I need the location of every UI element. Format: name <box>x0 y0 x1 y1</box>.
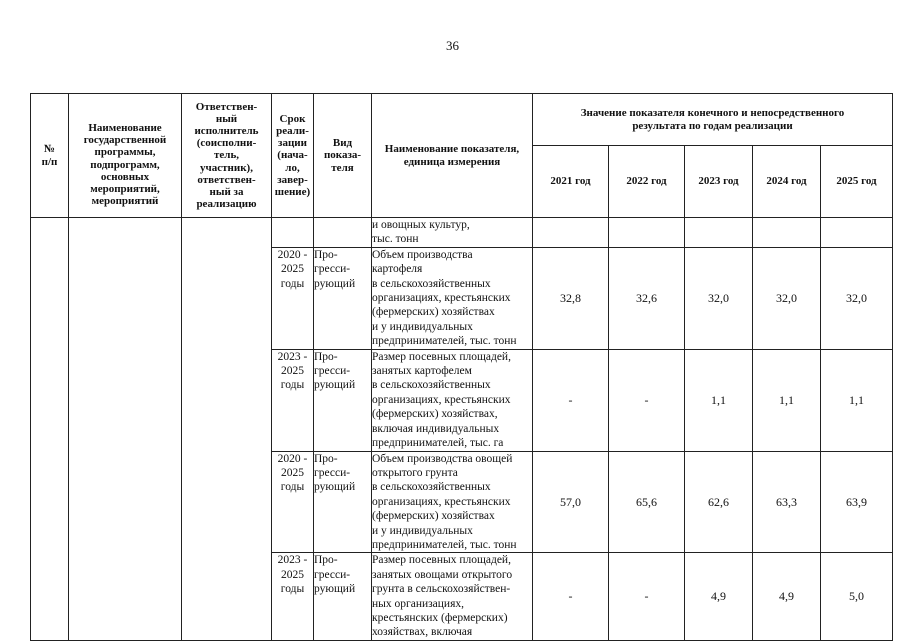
cell-value-2024: 63,3 <box>753 451 821 553</box>
cell-value-2025: 5,0 <box>821 553 893 640</box>
header-term: Срок реали- зации (нача- ло, завер- шение) <box>272 94 314 218</box>
header-program-name: Наименование государственной программы, подпрограмм, основных мероприятий, мероприятий <box>69 94 182 218</box>
cell-term: 2023 - 2025 годы <box>272 553 314 640</box>
cell-value-2024: 1,1 <box>753 349 821 451</box>
cell-value-2023: 4,9 <box>685 553 753 640</box>
cell-program-merged <box>69 218 182 641</box>
header-indicator-name: Наименование показателя, единица измерения <box>372 94 533 218</box>
cell-value <box>821 218 893 248</box>
header-number: № п/п <box>31 94 69 218</box>
header-year-2023: 2023 год <box>685 146 753 218</box>
cell-value-2023: 32,0 <box>685 247 753 349</box>
header-year-2025: 2025 год <box>821 146 893 218</box>
cell-indicator: Объем производства овощей открытого грунта в сельскохозяйственных организациях, крестьянских (фермерских) хозяйствах и у индивидуальных предпринимателей, тыс. тонн <box>372 451 533 553</box>
page-number: 36 <box>446 38 459 53</box>
cell-type: Про- гресси- рующий <box>314 349 372 451</box>
cell-value-2024: 32,0 <box>753 247 821 349</box>
header-executor: Ответствен- ный исполнитель (соисполни- тель, участник), ответствен- ный за реализацию <box>182 94 272 218</box>
cell-value-2023: 1,1 <box>685 349 753 451</box>
indicators-table <box>30 93 893 641</box>
cell-term: 2023 - 2025 годы <box>272 349 314 451</box>
cell-indicator-continuation: и овощных культур, тыс. тонн <box>372 218 533 248</box>
header-indicator-type: Вид показа- теля <box>314 94 372 218</box>
cell-type: Про- гресси- рующий <box>314 553 372 640</box>
header-year-2024: 2024 год <box>753 146 821 218</box>
cell-term: 2020 - 2025 годы <box>272 247 314 349</box>
cell-type: Про- гресси- рующий <box>314 247 372 349</box>
cell-value <box>685 218 753 248</box>
cell-value-2021: - <box>533 553 609 640</box>
cell-value-2022: - <box>609 349 685 451</box>
cell-value-2022: 65,6 <box>609 451 685 553</box>
cell-value-2021: 57,0 <box>533 451 609 553</box>
cell-value-2024: 4,9 <box>753 553 821 640</box>
cell-indicator: Размер посевных площадей, занятых овощами открытого грунта в сельскохозяйствен- ных организациях, крестьянских (фермерских) хозяйствах, включая <box>372 553 533 640</box>
cell-value-2021: 32,8 <box>533 247 609 349</box>
cell-value-2025: 1,1 <box>821 349 893 451</box>
cell-type: Про- гресси- рующий <box>314 451 372 553</box>
cell-term: 2020 - 2025 годы <box>272 451 314 553</box>
cell-value <box>533 218 609 248</box>
cell-term <box>272 218 314 248</box>
cell-value-2021: - <box>533 349 609 451</box>
header-year-2021: 2021 год <box>533 146 609 218</box>
cell-indicator: Объем производства картофеля в сельскохозяйственных организациях, крестьянских (фермерских) хозяйствах и у индивидуальных предпринимателей, тыс. тонн <box>372 247 533 349</box>
header-year-2022: 2022 год <box>609 146 685 218</box>
cell-value <box>609 218 685 248</box>
cell-value-2025: 32,0 <box>821 247 893 349</box>
cell-indicator: Размер посевных площадей, занятых картофелем в сельскохозяйственных организациях, крестьянских (фермерских) хозяйствах, включая индивидуальных предпринимателей, тыс. га <box>372 349 533 451</box>
cell-value-2022: 32,6 <box>609 247 685 349</box>
header-values-group: Значение показателя конечного и непосредственного результата по годам реализации <box>533 94 893 146</box>
cell-number-merged <box>31 218 69 641</box>
cell-executor-merged <box>182 218 272 641</box>
cell-value-2025: 63,9 <box>821 451 893 553</box>
cell-value <box>753 218 821 248</box>
cell-type <box>314 218 372 248</box>
cell-value-2022: - <box>609 553 685 640</box>
cell-value-2023: 62,6 <box>685 451 753 553</box>
